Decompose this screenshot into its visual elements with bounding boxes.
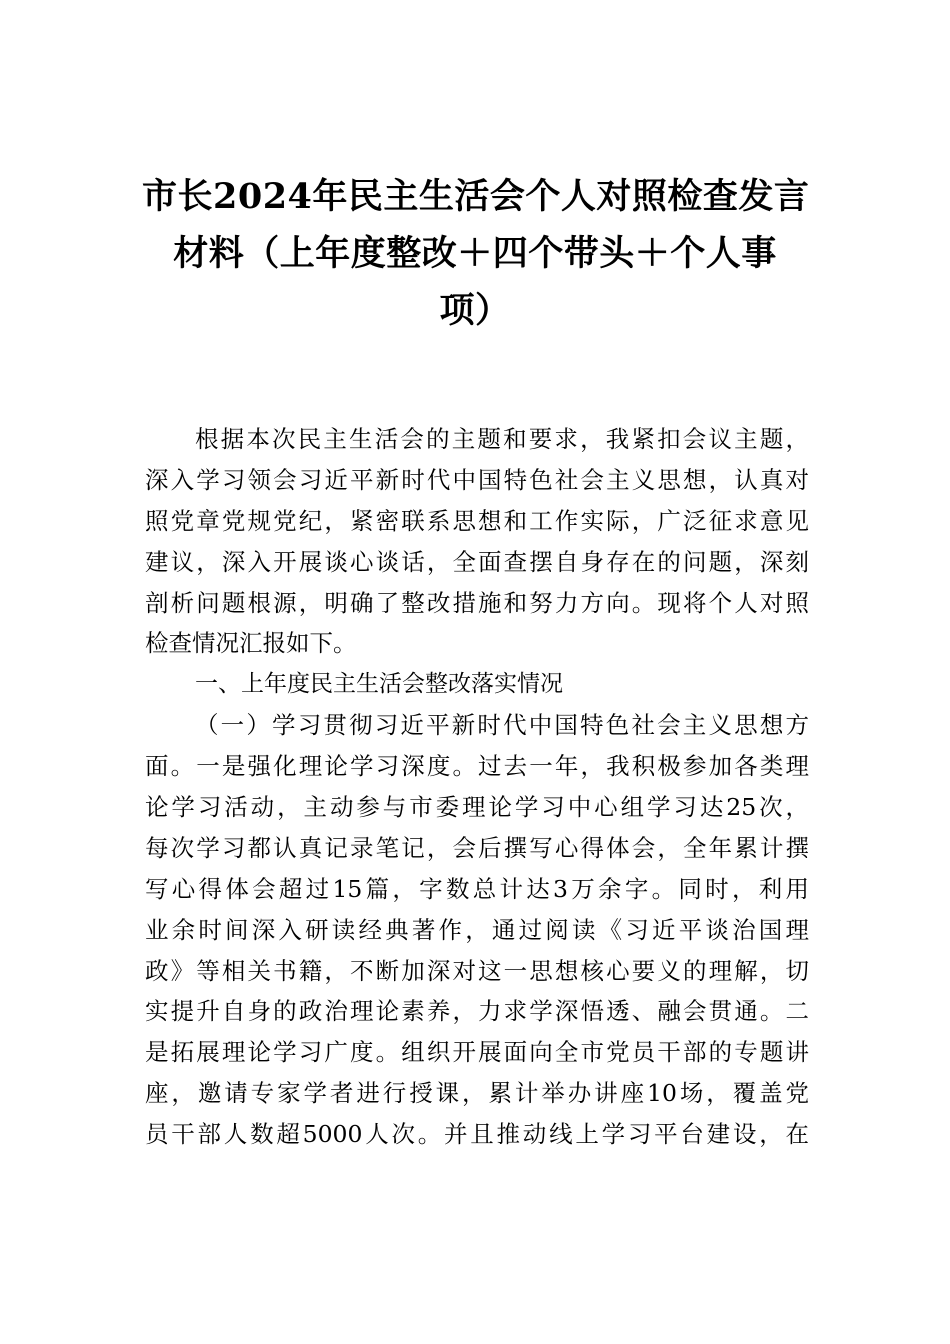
title-line: 项） xyxy=(439,290,511,331)
paragraph-line: 照党章党规党纪，紧密联系思想和工作实际，广泛征求意见 xyxy=(145,506,809,535)
document-title xyxy=(142,168,808,339)
title-line: 市长2024年民主生活会个人对照检查发言 xyxy=(142,176,810,217)
paragraph-line: 座，邀请专家学者进行授课，累计举办讲座10场，覆盖党 xyxy=(145,1079,809,1108)
title-line: 材料（上年度整改＋四个带头＋个人事 xyxy=(173,233,777,274)
paragraph-line: 业余时间深入研读经典著作，通过阅读《习近平谈治国理 xyxy=(145,915,809,944)
paragraph-line: 论学习活动，主动参与市委理论学习中心组学习达25次， xyxy=(145,793,809,822)
document-body xyxy=(145,419,809,1155)
paragraph-line: 实提升自身的政治理论素养，力求学深悟透、融会贯通。二 xyxy=(145,997,809,1026)
paragraph-line: 写心得体会超过15篇，字数总计达3万余字。同时，利用 xyxy=(145,874,809,903)
paragraph-line: 根据本次民主生活会的主题和要求，我紧扣会议主题， xyxy=(195,425,809,453)
paragraph-line: 每次学习都认真记录笔记，会后撰写心得体会，全年累计撰 xyxy=(145,833,809,862)
paragraph-line: （一）学习贯彻习近平新时代中国特色社会主义思想方 xyxy=(195,711,809,740)
paragraph-line: 检查情况汇报如下。 xyxy=(145,629,357,658)
paragraph-line: 深入学习领会习近平新时代中国特色社会主义思想，认真对 xyxy=(145,465,809,494)
section-heading: 一、上年度民主生活会整改落实情况 xyxy=(195,671,563,698)
paragraph-line: 员干部人数超5000人次。并且推动线上学习平台建设，在 xyxy=(145,1120,809,1149)
paragraph-line: 剖析问题根源，明确了整改措施和努力方向。现将个人对照 xyxy=(145,588,809,617)
paragraph-line: 建议，深入开展谈心谈话，全面查摆自身存在的问题，深刻 xyxy=(145,547,809,576)
paragraph-line: 面。一是强化理论学习深度。过去一年，我积极参加各类理 xyxy=(145,752,809,781)
paragraph-line: 是拓展理论学习广度。组织开展面向全市党员干部的专题讲 xyxy=(145,1038,809,1067)
paragraph-line: 政》等相关书籍，不断加深对这一思想核心要义的理解，切 xyxy=(145,956,809,985)
